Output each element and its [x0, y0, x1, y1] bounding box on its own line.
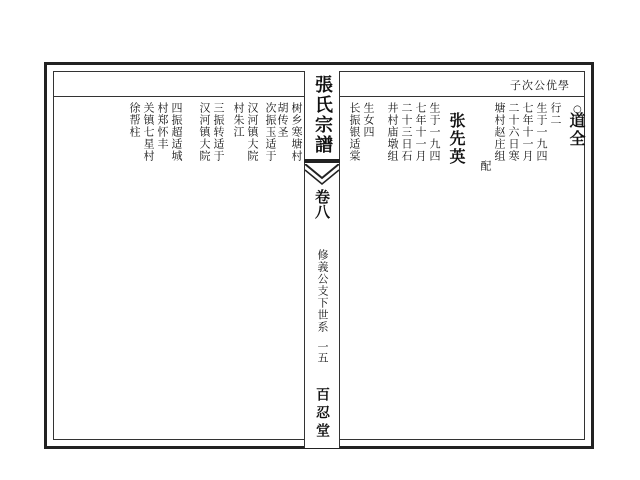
- entry-col: 汉河镇大院: [246, 102, 259, 162]
- entry-col: 村郑怀丰: [156, 102, 169, 150]
- branch-subtitle: 修義公支下世系: [316, 249, 329, 333]
- spine-band: [304, 159, 340, 163]
- entry-col: 塘村赵庄组: [493, 102, 506, 162]
- entry-col-spouse: 配: [479, 160, 492, 172]
- entry-col: 长振银适棠: [348, 102, 361, 162]
- circle-marker: ○: [573, 104, 582, 115]
- page-frame: [44, 62, 594, 449]
- entry-col: 村朱江: [232, 102, 245, 138]
- entry-col: 二十三日石: [400, 102, 413, 162]
- entry-col: 关镇七星村: [142, 102, 155, 162]
- genealogy-title: 張氏宗譜: [312, 75, 333, 155]
- entry-col: 七年十一月: [521, 102, 534, 162]
- entry-col: 行二: [549, 102, 562, 126]
- center-spine: [304, 71, 340, 448]
- fishtail-mark: [305, 164, 339, 186]
- entry-col: 树乡寒塘村: [290, 102, 303, 162]
- entry-col: 胡传圣: [276, 102, 289, 138]
- entry-col: 次振玉适于: [264, 102, 277, 162]
- entry-col: 二十六日寒: [507, 102, 520, 162]
- entry-col: 七年十一月: [414, 102, 427, 162]
- hall-name: 百忍堂: [314, 387, 330, 441]
- entry-col: 汉河镇大院: [198, 102, 211, 162]
- entry-col: 生女四: [362, 102, 375, 138]
- volume-label: 卷八: [313, 189, 331, 219]
- entry-col: 三振转适于: [212, 102, 225, 162]
- entry-col: 生于一九四: [535, 102, 548, 162]
- person-name-daoquan: 道全: [567, 112, 586, 148]
- entry-col: 四振超适城: [170, 102, 183, 162]
- entry-col: 井村庙墩组: [386, 102, 399, 162]
- entry-col: 生于一九四: [428, 102, 441, 162]
- page-inner-border: [53, 71, 585, 440]
- header-right-text: 子次公优學: [510, 79, 570, 92]
- entry-col: 徐帮柱: [128, 102, 141, 138]
- person-name-zhangxianying: 张先英: [447, 112, 466, 166]
- page-number: 一五: [316, 341, 329, 363]
